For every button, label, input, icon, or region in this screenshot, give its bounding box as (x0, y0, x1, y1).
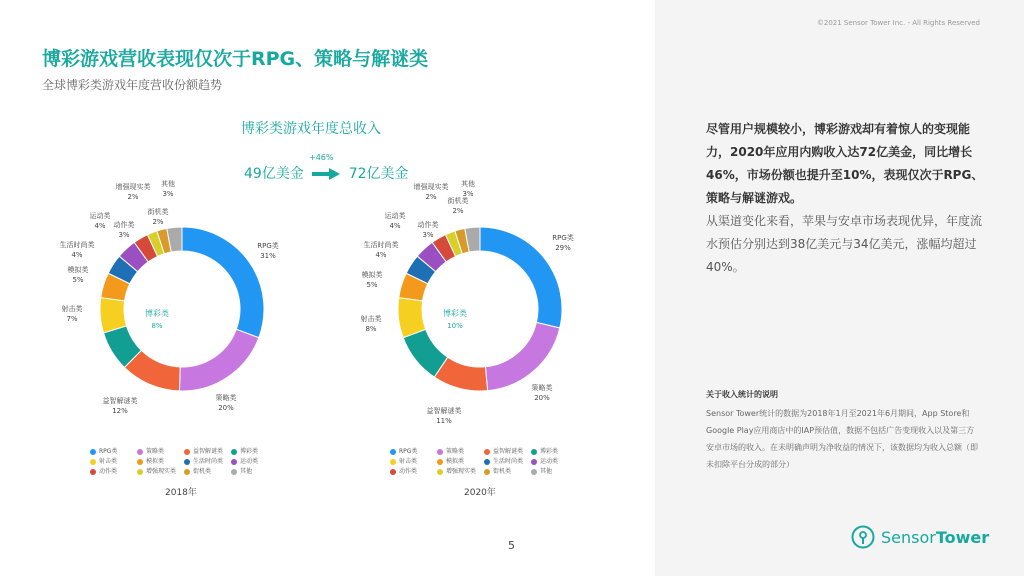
legend-swatch (184, 459, 190, 465)
slice-label: 益智解谜类 (102, 397, 138, 405)
slice-value-label: 7% (66, 315, 78, 323)
legend-item (184, 456, 223, 465)
slice-label: RPG类 (552, 234, 574, 242)
legend-label: 动作类 (99, 468, 118, 475)
legend-swatch (90, 469, 96, 475)
page-title: 博彩游戏营收表现仅次于RPG、策略与解谜类 (42, 48, 429, 70)
legend-item (484, 466, 511, 475)
slice-value-label: 3% (162, 190, 174, 198)
slice-label: 街机类 (447, 197, 469, 205)
summary-bold-text: 尽管用户规模较小，博彩游戏却有着惊人的变现能力，2020年应用内购收入达72亿美金，同比增长46%，市场份额也提升至10%，表现仅次于RPG、策略与解谜游戏。 (706, 122, 984, 205)
slice-label: 射击类 (360, 315, 382, 323)
slice-value-label: 4% (389, 222, 401, 230)
legend-swatch (231, 459, 237, 465)
slice-label: 其他 (161, 180, 175, 188)
legend-item (231, 466, 252, 475)
legend-label: 生活时尚类 (193, 458, 224, 465)
legend-label: RPG类 (99, 448, 118, 455)
legend-item (184, 466, 211, 475)
slice-label: 动作类 (113, 221, 135, 229)
chart-year-2018: 2018年 (165, 488, 197, 498)
center-value: 10% (447, 322, 463, 330)
legend-label: 其他 (240, 468, 253, 475)
slice-label: 街机类 (147, 208, 169, 216)
legend-swatch (184, 449, 190, 455)
legend-item (137, 466, 176, 475)
legend-label: 策略类 (146, 448, 165, 455)
legend-swatch (137, 469, 143, 475)
legend-label: 益智解谜类 (493, 448, 524, 455)
page-number: 5 (508, 539, 515, 552)
donut-slice (480, 227, 562, 328)
legend-item (484, 446, 523, 455)
slice-label: 生活时尚类 (59, 241, 95, 249)
legend-label: 生活时尚类 (493, 458, 524, 465)
legend-label: 动作类 (399, 468, 418, 475)
donut-slice (179, 329, 258, 391)
slice-label: 策略类 (215, 394, 237, 402)
legend-swatch (390, 469, 396, 475)
legend-item (390, 446, 417, 455)
center-label: 博彩类 (145, 309, 169, 318)
legend-label: 运动类 (540, 458, 559, 465)
legend-label: 模拟类 (446, 458, 465, 465)
slice-value-label: 5% (72, 276, 84, 284)
legend-item (437, 446, 464, 455)
legend-swatch (484, 469, 490, 475)
summary-text: 从渠道变化来看，苹果与安卓市场表现优异，年度流水预估分别达到38亿美元与34亿美元，涨幅均超过40%。 (706, 214, 983, 274)
donut-slice (182, 227, 264, 338)
legend-item (90, 466, 117, 475)
legend-item (90, 456, 117, 465)
slice-value-label: 2% (127, 193, 139, 201)
legend-swatch (484, 449, 490, 455)
slice-value-label: 20% (534, 394, 550, 402)
legend-item (137, 446, 164, 455)
side-panel (655, 0, 1024, 576)
slice-value-label: 2% (425, 193, 437, 201)
legend-label: RPG类 (399, 448, 418, 455)
slice-value-label: 29% (555, 244, 571, 252)
slice-label: 模拟类 (67, 266, 89, 274)
legend-swatch (531, 469, 537, 475)
legend-label: 博彩类 (240, 448, 259, 455)
legend-swatch (231, 449, 237, 455)
legend-swatch (531, 449, 537, 455)
copyright: ©2021 Sensor Tower Inc. - All Rights Reserved (816, 19, 980, 27)
legend-item (390, 456, 417, 465)
slice-label: 射击类 (61, 305, 83, 313)
legend-label: 其他 (540, 468, 553, 475)
legend-swatch (437, 459, 443, 465)
chart-year-2020: 2020年 (464, 488, 496, 498)
legend-item (137, 456, 164, 465)
chart-title: 博彩类游戏年度总收入 (241, 121, 381, 137)
slice-label: 模拟类 (361, 271, 383, 279)
legend-swatch (390, 459, 396, 465)
legend-label: 街机类 (193, 468, 212, 475)
legend-item (531, 446, 558, 455)
slice-label: 运动类 (384, 212, 406, 220)
slice-label: 其他 (461, 180, 475, 188)
legend-label: 射击类 (399, 458, 418, 465)
center-label: 博彩类 (443, 309, 467, 318)
legend-swatch (531, 459, 537, 465)
revenue-2018: 49亿美金 (244, 166, 304, 182)
legend-swatch (390, 449, 396, 455)
slice-value-label: 4% (71, 251, 83, 259)
slice-value-label: 4% (375, 251, 387, 259)
slice-value-label: 31% (260, 252, 276, 260)
slice-value-label: 5% (366, 281, 378, 289)
slice-value-label: 20% (218, 404, 234, 412)
slice-label: 增强现实类 (413, 183, 449, 191)
legend-label: 街机类 (493, 468, 512, 475)
legend-label: 运动类 (240, 458, 259, 465)
sensor-tower-logo-icon (851, 525, 875, 549)
slice-value-label: 2% (452, 207, 464, 215)
legend-item (437, 466, 476, 475)
logo-text-tower: Tower (935, 527, 990, 547)
center-value: 8% (151, 322, 163, 330)
legend-swatch (484, 459, 490, 465)
growth-percent: +46% (309, 153, 334, 162)
logo-text-sensor: Sensor (881, 527, 936, 547)
legend-label: 射击类 (99, 458, 118, 465)
legend-item (231, 446, 258, 455)
note-title: 关于收入统计的说明 (706, 390, 778, 399)
slice-label: 益智解谜类 (426, 407, 462, 415)
legend-swatch (137, 459, 143, 465)
legend-swatch (231, 469, 237, 475)
slice-value-label: 3% (422, 231, 434, 239)
slice-value-label: 11% (436, 417, 452, 425)
slice-label: RPG类 (257, 242, 279, 250)
legend-swatch (90, 459, 96, 465)
legend-swatch (90, 449, 96, 455)
legend-swatch (437, 449, 443, 455)
slice-value-label: 2% (152, 218, 164, 226)
slice-value-label: 4% (94, 222, 106, 230)
legend-swatch (184, 469, 190, 475)
legend-item (231, 456, 258, 465)
sensor-tower-logo (851, 525, 989, 549)
slice-label: 动作类 (417, 221, 439, 229)
legend-item (484, 456, 523, 465)
slice-value-label: 3% (118, 231, 130, 239)
slice-label: 增强现实类 (115, 183, 151, 191)
slice-label: 生活时尚类 (363, 241, 399, 249)
slice-label: 运动类 (89, 212, 111, 220)
legend-label: 增强现实类 (446, 468, 477, 475)
slice-value-label: 3% (462, 190, 474, 198)
legend-swatch (137, 449, 143, 455)
legend-swatch (437, 469, 443, 475)
slice-value-label: 12% (112, 407, 128, 415)
legend-label: 增强现实类 (146, 468, 177, 475)
donut-slice (100, 298, 127, 333)
legend-item (437, 456, 464, 465)
revenue-2020: 72亿美金 (348, 166, 409, 182)
legend-item (390, 466, 417, 475)
note-body: Sensor Tower统计的数据为2018年1月至2021年6月期间，App Store和Google Play应用商店中的IAP预估值，数据不包括广告变现收入以及第三方安卓市场的收入。在未明确声明为净收益的情况下，该数据均为收入总额（即未扣除平台分成的部分） (706, 409, 978, 469)
legend-label: 模拟类 (146, 458, 165, 465)
page-subtitle: 全球博彩类游戏年度营收份额趋势 (42, 78, 223, 92)
legend-label: 益智解谜类 (193, 448, 224, 455)
legend-item (531, 466, 552, 475)
legend-item (90, 446, 117, 455)
slice-value-label: 8% (365, 325, 377, 333)
legend-item (184, 446, 223, 455)
slice-label: 策略类 (531, 384, 553, 392)
legend-label: 博彩类 (540, 448, 559, 455)
legend-label: 策略类 (446, 448, 465, 455)
donut-slice (485, 322, 559, 390)
legend-item (531, 456, 558, 465)
